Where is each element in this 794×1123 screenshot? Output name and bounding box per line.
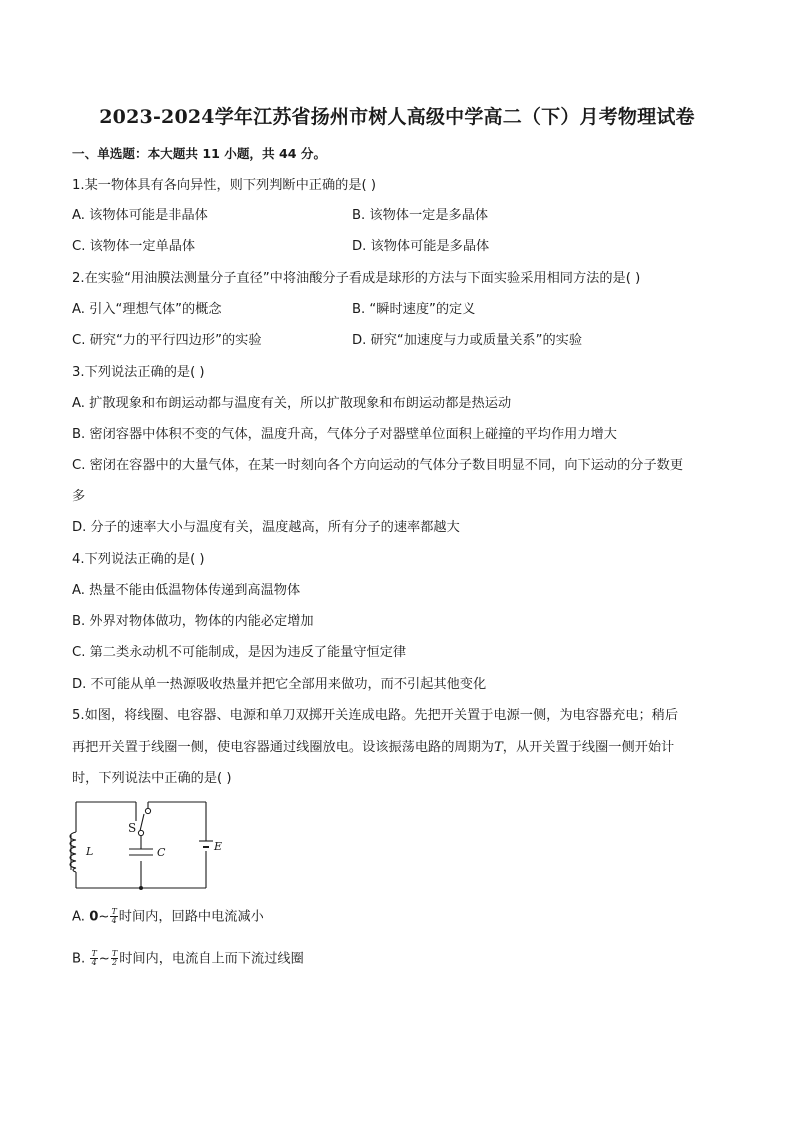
question-2-stem: 2.在实验“用油膜法测量分子直径”中将油酸分子看成是球形的方法与下面实验采用相同方法的是( ): [72, 271, 641, 286]
question-5-line-3: 时，下列说法中正确的是( ): [72, 771, 232, 786]
question-4-option-b: B. 外界对物体做功，物体的内能必定增加: [72, 614, 314, 629]
question-3-stem: 3.下列说法正确的是( ): [72, 365, 205, 380]
question-2-option-a: A. 引入“理想气体”的概念: [72, 302, 222, 317]
page-title: 2023-2024学年江苏省扬州市树人高级中学高二（下）月考物理试卷: [99, 106, 695, 128]
fraction-t-over-4: [110, 908, 117, 925]
question-4-stem: 4.下列说法正确的是( ): [72, 552, 205, 567]
switch-blade: [140, 814, 144, 831]
option-a-tilde: ~: [98, 909, 110, 925]
question-1-option-c: C. 该物体一定单晶体: [72, 239, 196, 254]
fraction-denominator: 4: [91, 958, 97, 967]
question-5-line-2-end: ，从开关置于线圈一侧开始计: [502, 740, 675, 755]
question-5-line-1: 5.如图，将线圈、电容器、电源和单刀双掷开关连成电路。先把开关置于电源一侧，为电容器充电；稍后: [72, 708, 679, 723]
fraction-t-over-4: [90, 950, 97, 967]
option-a-zero: 0: [89, 909, 99, 925]
question-5-option-a: [72, 908, 264, 927]
question-2-option-c: C. 研究“力的平行四边形”的实验: [72, 333, 262, 348]
question-3-option-d: D. 分子的速率大小与温度有关，温度越高，所有分子的速率都越大: [72, 520, 460, 535]
question-2-option-b: B. “瞬时速度”的定义: [352, 302, 476, 317]
switch-contact-top: [145, 808, 150, 813]
question-3-option-a: A. 扩散现象和布朗运动都与温度有关，所以扩散现象和布朗运动都是热运动: [72, 396, 512, 411]
question-3-option-c: C. 密闭在容器中的大量气体，在某一时刻向各个方向运动的气体分子数目明显不同，向下运动的分子数更: [72, 458, 684, 473]
label-battery: E: [214, 840, 223, 853]
lc-circuit-diagram: [66, 794, 226, 894]
label-capacitor: C: [157, 846, 166, 859]
option-b-text: 时间内，电流自上而下流过线圈: [119, 951, 304, 967]
label-switch: S: [128, 821, 137, 835]
option-a-prefix: A.: [72, 909, 90, 925]
question-5-line-2: [72, 739, 674, 757]
fraction-numerator: T: [111, 949, 118, 958]
fraction-denominator: 2: [111, 958, 118, 967]
fraction-t-over-2: [111, 950, 118, 967]
question-4-option-a: A. 热量不能由低温物体传递到高温物体: [72, 583, 301, 598]
option-b-tilde: ~: [98, 951, 110, 967]
question-2-option-d: D. 研究“加速度与力或质量关系”的实验: [352, 333, 583, 348]
junction-dot: [139, 886, 143, 890]
question-1-option-a: A. 该物体可能是非晶体: [72, 208, 208, 223]
question-3-option-b: B. 密闭容器中体积不变的气体，温度升高，气体分子对器壁单位面积上碰撞的平均作用力增大: [72, 427, 617, 442]
question-1-option-b: B. 该物体一定是多晶体: [352, 208, 489, 223]
question-1-option-d: D. 该物体可能是多晶体: [352, 239, 490, 254]
option-a-text: 时间内，回路中电流减小: [118, 909, 264, 925]
question-4-option-c: C. 第二类永动机不可能制成，是因为违反了能量守恒定律: [72, 645, 407, 660]
fraction-numerator: T: [91, 949, 97, 958]
option-b-prefix: B.: [72, 951, 90, 967]
fraction-numerator: T: [111, 907, 117, 916]
period-symbol: T: [494, 740, 503, 755]
question-5-option-b: [72, 950, 304, 969]
question-5-line-2-start: 再把开关置于线圈一侧，使电容器通过线圈放电。设该振荡电路的周期为: [72, 740, 494, 755]
switch-pivot: [138, 830, 143, 835]
question-1-stem: 1.某一物体具有各向异性，则下列判断中正确的是( ): [72, 178, 376, 193]
question-4-option-d: D. 不可能从单一热源吸收热量并把它全部用来做功，而不引起其他变化: [72, 677, 487, 692]
label-inductor: L: [86, 845, 94, 858]
fraction-denominator: 4: [111, 916, 117, 925]
question-3-option-c-cont: 多: [72, 489, 86, 504]
section-heading: 一、单选题：本大题共 11 小题，共 44 分。: [72, 146, 327, 161]
